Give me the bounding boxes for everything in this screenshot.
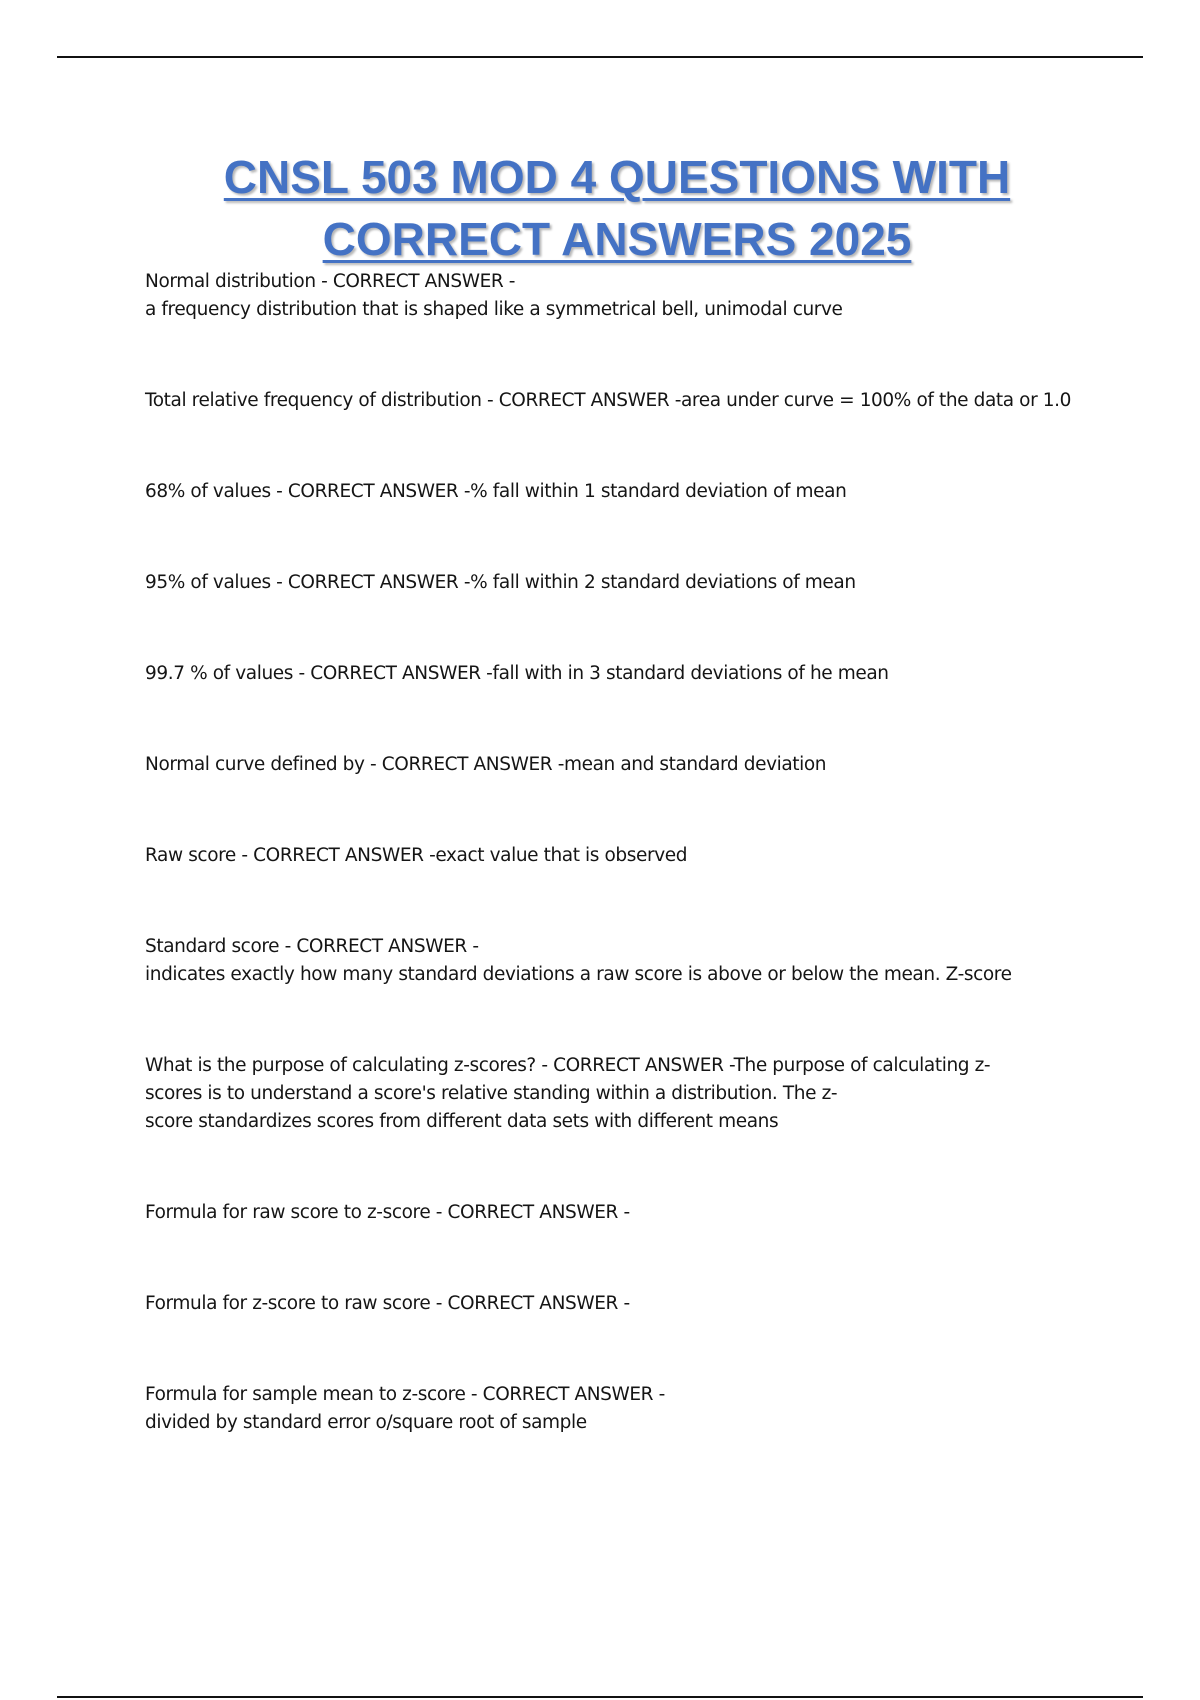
footer-rule: [57, 1696, 1143, 1698]
title-line-1: CNSL 503 MOD 4 QUESTIONS WITH: [223, 151, 1011, 203]
qa-item-68-percent: 68% of values - CORRECT ANSWER -% fall within 1 standard deviation of mean: [145, 481, 847, 502]
qa-list: [145, 268, 1145, 1500]
header-rule: [57, 56, 1143, 58]
qa-item-standard-score: Standard score - CORRECT ANSWER - indicates exactly how many standard deviations a raw score is above or below the mean. Z-score: [145, 936, 1012, 985]
qa-item-z-to-raw-formula: Formula for z-score to raw score - CORRECT ANSWER -: [145, 1293, 630, 1314]
qa-item-normal-distribution: Normal distribution - CORRECT ANSWER - a frequency distribution that is shaped like a symmetrical bell, unimodal curve: [145, 271, 843, 320]
qa-item-normal-curve-defined: Normal curve defined by - CORRECT ANSWER -mean and standard deviation: [145, 754, 827, 775]
qa-item-95-percent: 95% of values - CORRECT ANSWER -% fall within 2 standard deviations of mean: [145, 572, 856, 593]
title-line-2: CORRECT ANSWERS 2025: [322, 213, 912, 265]
qa-item-raw-to-z-formula: Formula for raw score to z-score - CORRECT ANSWER -: [145, 1202, 630, 1223]
qa-item-total-relative-frequency: Total relative frequency of distribution - CORRECT ANSWER -area under curve = 100% of the data or 1.0: [145, 390, 1071, 411]
document-title: [0, 146, 1200, 270]
qa-item-sample-mean-formula: Formula for sample mean to z-score - CORRECT ANSWER - divided by standard error o/square root of sample: [145, 1384, 665, 1433]
qa-item-99-7-percent: 99.7 % of values - CORRECT ANSWER -fall with in 3 standard deviations of he mean: [145, 663, 889, 684]
qa-item-raw-score: Raw score - CORRECT ANSWER -exact value that is observed: [145, 845, 688, 866]
qa-item-purpose-z-scores: What is the purpose of calculating z-scores? - CORRECT ANSWER -The purpose of calculating z- scores is to understand a score's relative standing within a distribution. The z- score standardizes scores from different data sets with different means: [145, 1055, 991, 1132]
